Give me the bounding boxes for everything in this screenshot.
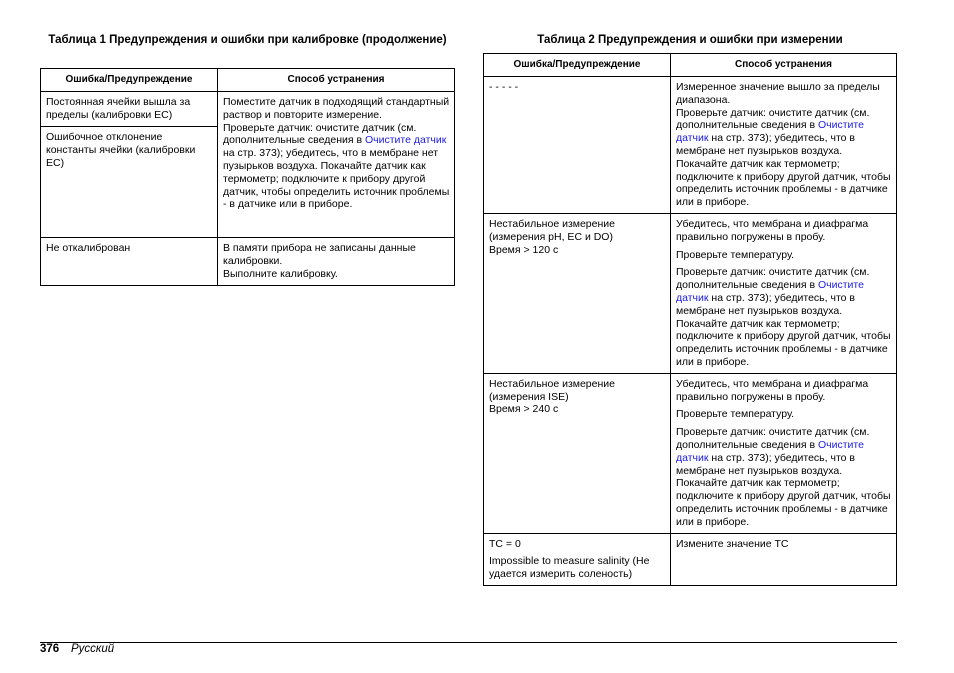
remedy-cell: В памяти прибора не записаны данные калибровки. Выполните калибровку.	[218, 238, 455, 286]
footer-divider	[40, 642, 897, 643]
table-header-row	[41, 69, 455, 92]
header-error: Ошибка/Предупреждение	[484, 54, 671, 77]
table-2-caption: Таблица 2 Предупреждения и ошибки при измерении	[537, 34, 843, 46]
remedy-text: на стр. 373); убедитесь, что в мембране нет пузырьков воздуха. Покачайте датчик как термометр; подключите к прибору другой датчик, чтобы определить источник проблемы - в датчике или в приборе.	[223, 147, 450, 211]
remedy-cell: Измените значение TC	[671, 533, 897, 585]
remedy-cell	[218, 92, 455, 238]
remedy-paragraph: Убедитесь, что мембрана и диафрагма правильно погружены в пробу.	[676, 377, 869, 403]
measurement-errors-table	[483, 53, 897, 586]
error-cell: Постоянная ячейки вышла за пределы (калибровки EC)	[41, 92, 218, 127]
remedy-cell	[671, 373, 897, 533]
remedy-cell	[671, 77, 897, 214]
clean-sensor-link[interactable]: Очистите датчик	[676, 119, 864, 145]
remedy-text: Проверьте датчик: очистите датчик (см. дополнительные сведения в	[676, 266, 870, 292]
page-number: 376	[40, 643, 60, 655]
table-row	[484, 373, 897, 533]
remedy-text: на стр. 373); убедитесь, что в мембране нет пузырьков воздуха. Покачайте датчик как термометр; подключите к прибору другой датчик, чтобы определить источник проблемы - в датчике или в приборе.	[676, 291, 891, 368]
error-paragraph: TC = 0	[489, 537, 521, 550]
table-row	[41, 92, 455, 127]
remedy-text: Измеренное значение вышло за пределы диапазона. Проверьте датчик: очистите датчик (см. дополнительные сведения в	[676, 81, 880, 132]
remedy-text: Поместите датчик в подходящий стандартный раствор и повторите измерение. Проверьте датчик: очистите датчик (см. дополнительные сведения в	[223, 96, 450, 147]
header-error: Ошибка/Предупреждение	[41, 69, 218, 92]
error-paragraph: Impossible to measure salinity (Не удается измерить соленость)	[489, 555, 650, 581]
remedy-text: Проверьте датчик: очистите датчик (см. дополнительные сведения в	[676, 426, 870, 451]
remedy-text: на стр. 373); убедитесь, что в мембране нет пузырьков воздуха. Покачайте датчик как термометр; подключите к прибору другой датчик, чтобы определить источник проблемы - в датчике или в приборе.	[676, 132, 891, 209]
table-row	[41, 238, 455, 286]
clean-sensor-link[interactable]: Очистите датчик	[676, 279, 864, 304]
error-cell: Ошибочное отклонение константы ячейки (калибровки EC)	[41, 127, 218, 238]
table-row	[484, 533, 897, 585]
error-cell: - - - - -	[484, 77, 671, 214]
error-cell	[484, 533, 671, 585]
remedy-cell	[671, 213, 897, 373]
error-cell: Не откалиброван	[41, 238, 218, 286]
clean-sensor-link[interactable]: Очистите датчик	[364, 134, 447, 147]
clean-sensor-link[interactable]: Очистите датчик	[676, 438, 864, 464]
remedy-paragraph	[676, 266, 892, 368]
table-row	[484, 213, 897, 373]
calibration-errors-table	[40, 68, 455, 286]
remedy-paragraph: Убедитесь, что мембрана и диафрагма правильно погружены в пробу.	[676, 217, 869, 243]
header-remedy: Способ устранения	[671, 54, 897, 77]
table-row	[484, 77, 897, 214]
table-header-row	[484, 54, 897, 77]
footer-language: Русский	[71, 643, 115, 655]
header-remedy: Способ устранения	[218, 69, 455, 92]
remedy-paragraph: Проверьте температуру.	[676, 248, 795, 261]
remedy-paragraph: Проверьте температуру.	[676, 408, 795, 421]
error-cell: Нестабильное измерение (измерения ISE) Время > 240 с	[484, 373, 671, 533]
remedy-text: на стр. 373); убедитесь, что в мембране нет пузырьков воздуха. Покачайте датчик как термометр; подключите к прибору другой датчик, чтобы определить источник проблемы - в датчике или в приборе.	[676, 451, 891, 528]
error-cell: Нестабильное измерение (измерения pH, EC и DO) Время > 120 с	[484, 213, 671, 373]
table-1-caption: Таблица 1 Предупреждения и ошибки при калибровке (продолжение)	[48, 34, 447, 46]
remedy-paragraph	[676, 426, 892, 528]
